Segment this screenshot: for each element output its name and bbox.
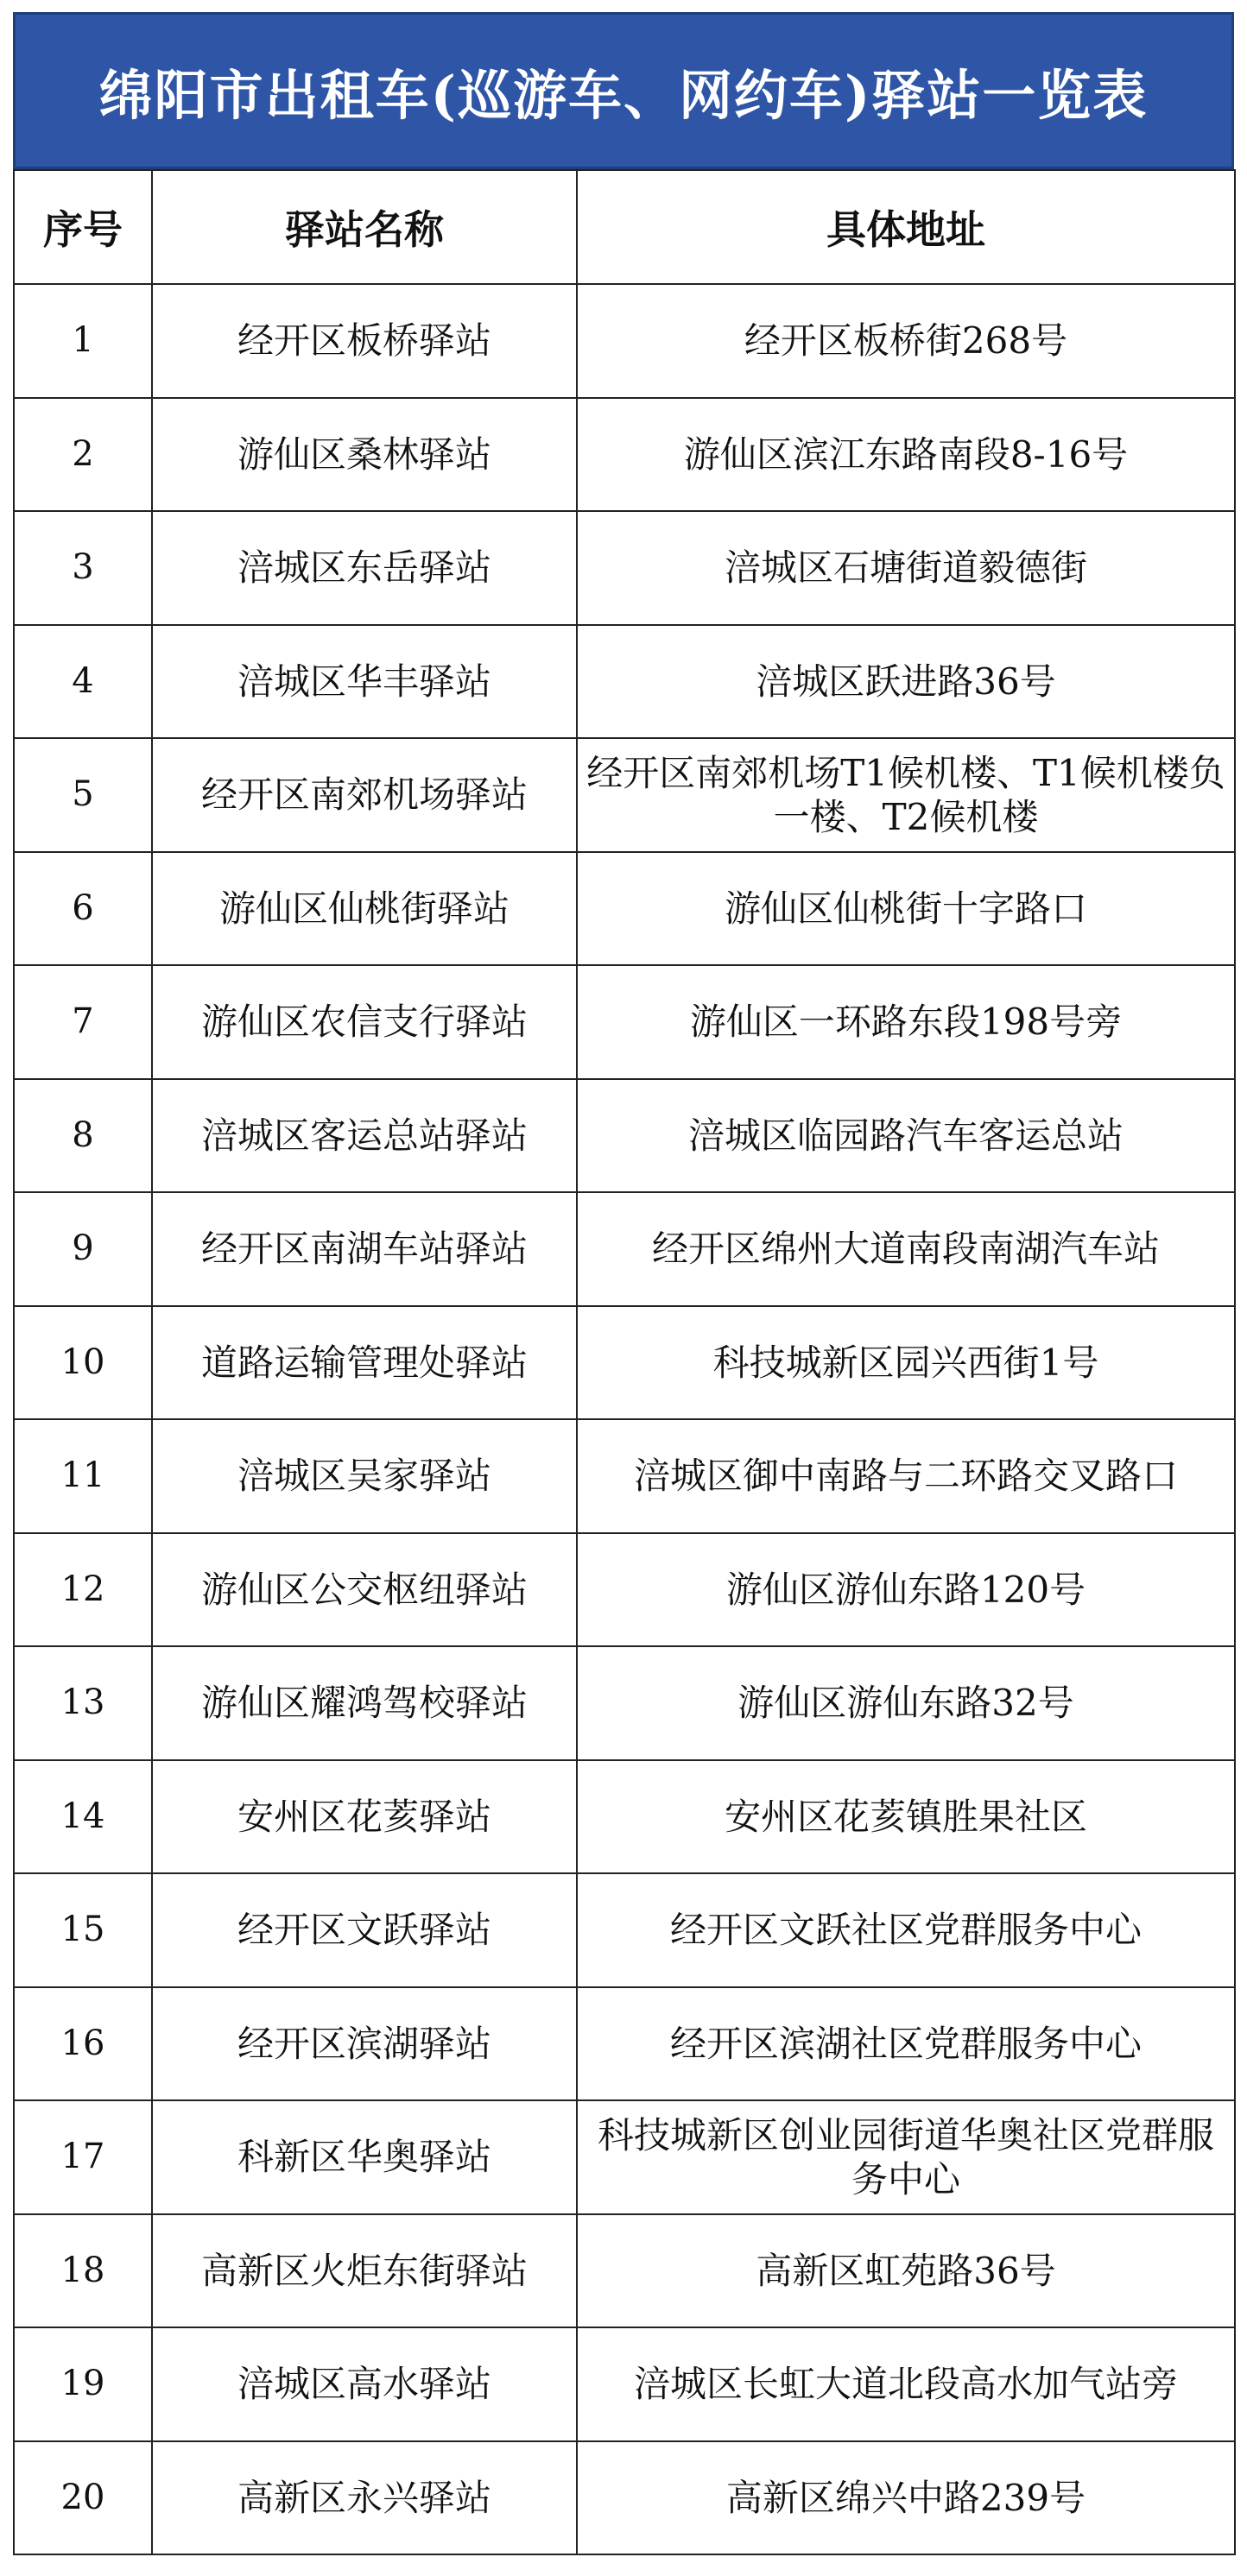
header-address: 具体地址	[577, 170, 1235, 284]
row-address: 涪城区长虹大道北段高水加气站旁	[577, 2327, 1235, 2441]
row-station-name: 游仙区桑林驿站	[152, 398, 577, 512]
row-index: 8	[14, 1079, 152, 1193]
row-address: 高新区绵兴中路239号	[577, 2441, 1235, 2555]
header-station-name: 驿站名称	[152, 170, 577, 284]
station-table	[13, 169, 1236, 2555]
table-row	[14, 2327, 1235, 2441]
row-index: 4	[14, 625, 152, 739]
row-index: 1	[14, 284, 152, 398]
row-address: 经开区文跃社区党群服务中心	[577, 1873, 1235, 1987]
row-station-name: 经开区滨湖驿站	[152, 1987, 577, 2101]
table-row	[14, 2441, 1235, 2555]
row-station-name: 游仙区公交枢纽驿站	[152, 1533, 577, 1647]
row-address: 高新区虹苑路36号	[577, 2214, 1235, 2328]
row-station-name: 涪城区东岳驿站	[152, 511, 577, 625]
row-address: 经开区南郊机场T1候机楼、T1候机楼负一楼、T2候机楼	[577, 738, 1235, 852]
table-row	[14, 2214, 1235, 2328]
row-address: 涪城区御中南路与二环路交叉路口	[577, 1419, 1235, 1533]
row-index: 6	[14, 852, 152, 966]
row-station-name: 游仙区农信支行驿站	[152, 965, 577, 1079]
table-row	[14, 398, 1235, 512]
row-station-name: 游仙区耀鸿驾校驿站	[152, 1646, 577, 1760]
table-row	[14, 852, 1235, 966]
row-address: 经开区板桥街268号	[577, 284, 1235, 398]
row-index: 12	[14, 1533, 152, 1647]
table-row	[14, 2100, 1235, 2214]
row-address: 安州区花荄镇胜果社区	[577, 1760, 1235, 1874]
page-title: 绵阳市出租车(巡游车、网约车)驿站一览表	[13, 12, 1234, 169]
row-station-name: 道路运输管理处驿站	[152, 1306, 577, 1420]
row-index: 18	[14, 2214, 152, 2328]
table-row	[14, 1646, 1235, 1760]
row-station-name: 高新区永兴驿站	[152, 2441, 577, 2555]
header-index: 序号	[14, 170, 152, 284]
row-station-name: 经开区文跃驿站	[152, 1873, 577, 1987]
row-address: 游仙区滨江东路南段8-16号	[577, 398, 1235, 512]
row-address: 游仙区仙桃街十字路口	[577, 852, 1235, 966]
row-index: 17	[14, 2100, 152, 2214]
row-address: 经开区滨湖社区党群服务中心	[577, 1987, 1235, 2101]
row-index: 13	[14, 1646, 152, 1760]
row-address: 涪城区石塘街道毅德街	[577, 511, 1235, 625]
row-index: 16	[14, 1987, 152, 2101]
row-station-name: 涪城区华丰驿站	[152, 625, 577, 739]
row-station-name: 涪城区吴家驿站	[152, 1419, 577, 1533]
row-index: 14	[14, 1760, 152, 1874]
table-row	[14, 1079, 1235, 1193]
row-index: 11	[14, 1419, 152, 1533]
table-header-row	[14, 170, 1235, 284]
row-station-name: 经开区南湖车站驿站	[152, 1192, 577, 1306]
row-station-name: 经开区板桥驿站	[152, 284, 577, 398]
row-station-name: 经开区南郊机场驿站	[152, 738, 577, 852]
table-row	[14, 965, 1235, 1079]
table-row	[14, 1419, 1235, 1533]
row-station-name: 科新区华奥驿站	[152, 2100, 577, 2214]
row-address: 涪城区临园路汽车客运总站	[577, 1079, 1235, 1193]
table-row	[14, 1192, 1235, 1306]
row-index: 20	[14, 2441, 152, 2555]
table-row	[14, 1873, 1235, 1987]
row-index: 9	[14, 1192, 152, 1306]
table-row	[14, 1533, 1235, 1647]
table-row	[14, 284, 1235, 398]
table-row	[14, 1760, 1235, 1874]
row-station-name: 涪城区客运总站驿站	[152, 1079, 577, 1193]
row-index: 2	[14, 398, 152, 512]
table-row	[14, 1306, 1235, 1420]
row-index: 10	[14, 1306, 152, 1420]
row-station-name: 高新区火炬东街驿站	[152, 2214, 577, 2328]
row-address: 涪城区跃进路36号	[577, 625, 1235, 739]
row-address: 科技城新区园兴西街1号	[577, 1306, 1235, 1420]
row-address: 科技城新区创业园街道华奥社区党群服务中心	[577, 2100, 1235, 2214]
row-index: 15	[14, 1873, 152, 1987]
row-address: 游仙区游仙东路32号	[577, 1646, 1235, 1760]
table-row	[14, 511, 1235, 625]
row-index: 5	[14, 738, 152, 852]
table-row	[14, 738, 1235, 852]
row-address: 经开区绵州大道南段南湖汽车站	[577, 1192, 1235, 1306]
table-row	[14, 625, 1235, 739]
table-row	[14, 1987, 1235, 2101]
row-station-name: 安州区花荄驿站	[152, 1760, 577, 1874]
station-list-sheet	[13, 12, 1234, 2555]
row-index: 3	[14, 511, 152, 625]
row-station-name: 游仙区仙桃街驿站	[152, 852, 577, 966]
row-index: 19	[14, 2327, 152, 2441]
row-address: 游仙区一环路东段198号旁	[577, 965, 1235, 1079]
row-address: 游仙区游仙东路120号	[577, 1533, 1235, 1647]
row-station-name: 涪城区高水驿站	[152, 2327, 577, 2441]
row-index: 7	[14, 965, 152, 1079]
